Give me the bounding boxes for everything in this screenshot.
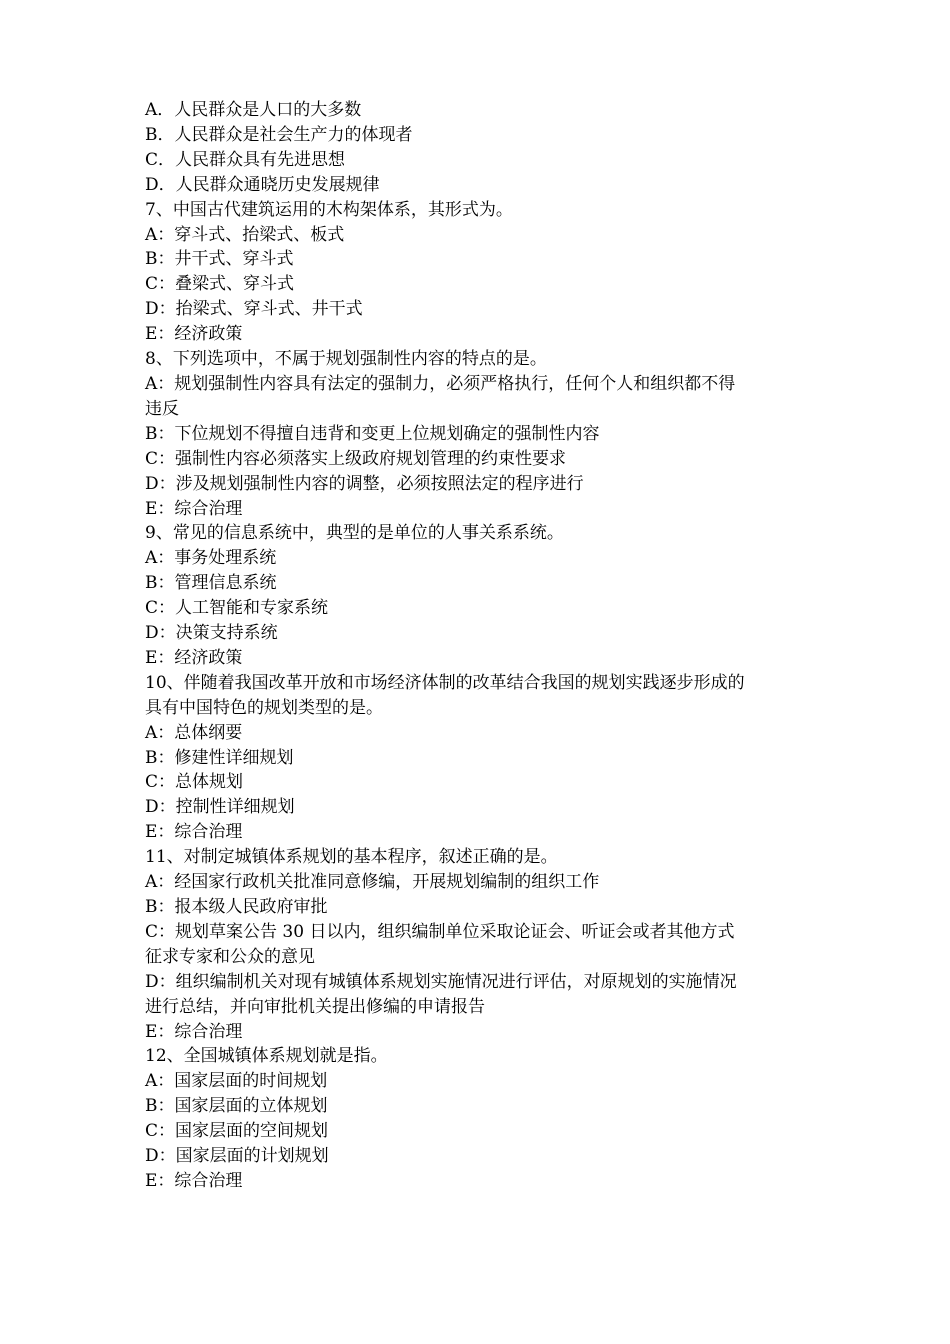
option-line: A：经国家行政机关批准同意修编，开展规划编制的组织工作 — [145, 872, 600, 893]
option-line: A：穿斗式、抬梁式、板式 — [145, 224, 345, 245]
option-line: D：涉及规划强制性内容的调整，必须按照法定的程序进行 — [145, 473, 584, 494]
question-12: 12、全国城镇体系规划就是指。 — [145, 1046, 388, 1067]
option-line: D：组织编制机关对现有城镇体系规划实施情况进行评估，对原规划的实施情况 — [145, 971, 737, 992]
option-line: C：规划草案公告 30 日以内，组织编制单位采取论证会、听证会或者其他方式 — [145, 921, 735, 942]
option-line: C．人民群众具有先进思想 — [145, 149, 346, 170]
question-8: 8、下列选项中，不属于规划强制性内容的特点的是。 — [145, 349, 547, 370]
option-line: E：经济政策 — [145, 647, 243, 668]
question-10-continued: 具有中国特色的规划类型的是。 — [145, 697, 383, 718]
option-line: E：综合治理 — [145, 498, 243, 519]
option-line: C：人工智能和专家系统 — [145, 598, 329, 619]
option-line: C：叠梁式、穿斗式 — [145, 274, 295, 295]
option-line: B：报本级人民政府审批 — [145, 897, 328, 917]
question-11: 11、对制定城镇体系规划的基本程序，叙述正确的是。 — [145, 847, 558, 868]
option-line: B：国家层面的立体规划 — [145, 1096, 328, 1117]
option-line: A：事务处理系统 — [145, 548, 277, 569]
option-line: B：井干式、穿斗式 — [145, 249, 294, 270]
option-line: B：管理信息系统 — [145, 573, 277, 594]
option-line: D：控制性详细规划 — [145, 797, 295, 818]
option-line: E：综合治理 — [145, 1170, 243, 1191]
option-line: D．人民群众通晓历史发展规律 — [145, 174, 380, 195]
option-line-continued: 征求专家和公众的意见 — [145, 946, 315, 967]
option-line: C：国家层面的空间规划 — [145, 1121, 329, 1142]
option-line: E：综合治理 — [145, 1021, 243, 1042]
document-page — [145, 98, 815, 1194]
option-line: E：经济政策 — [145, 324, 243, 345]
option-line: B．人民群众是社会生产力的体现者 — [145, 124, 413, 145]
option-line: C：强制性内容必须落实上级政府规划管理的约束性要求 — [145, 448, 567, 469]
question-7: 7、中国古代建筑运用的木构架体系，其形式为。 — [145, 199, 513, 220]
option-line: D：决策支持系统 — [145, 623, 278, 644]
option-line-continued: 违反 — [145, 398, 179, 419]
option-line: B：修建性详细规划 — [145, 747, 294, 768]
option-line: A：规划强制性内容具有法定的强制力，必须严格执行，任何个人和组织都不得 — [145, 373, 736, 394]
option-line: A：国家层面的时间规划 — [145, 1071, 328, 1092]
option-line: E：综合治理 — [145, 822, 243, 843]
option-line: D：国家层面的计划规划 — [145, 1146, 329, 1167]
question-9: 9、常见的信息系统中，典型的是单位的人事关系系统。 — [145, 523, 564, 544]
option-line: A：总体纲要 — [145, 722, 243, 743]
option-line: C：总体规划 — [145, 772, 244, 793]
option-line: A．人民群众是人口的大多数 — [145, 100, 362, 120]
option-line: B：下位规划不得擅自违背和变更上位规划确定的强制性内容 — [145, 423, 600, 444]
option-line: D：抬梁式、穿斗式、井干式 — [145, 299, 363, 320]
question-10: 10、伴随着我国改革开放和市场经济体制的改革结合我国的规划实践逐步形成的 — [145, 672, 745, 693]
option-line-continued: 进行总结，并向审批机关提出修编的申请报告 — [145, 996, 485, 1017]
